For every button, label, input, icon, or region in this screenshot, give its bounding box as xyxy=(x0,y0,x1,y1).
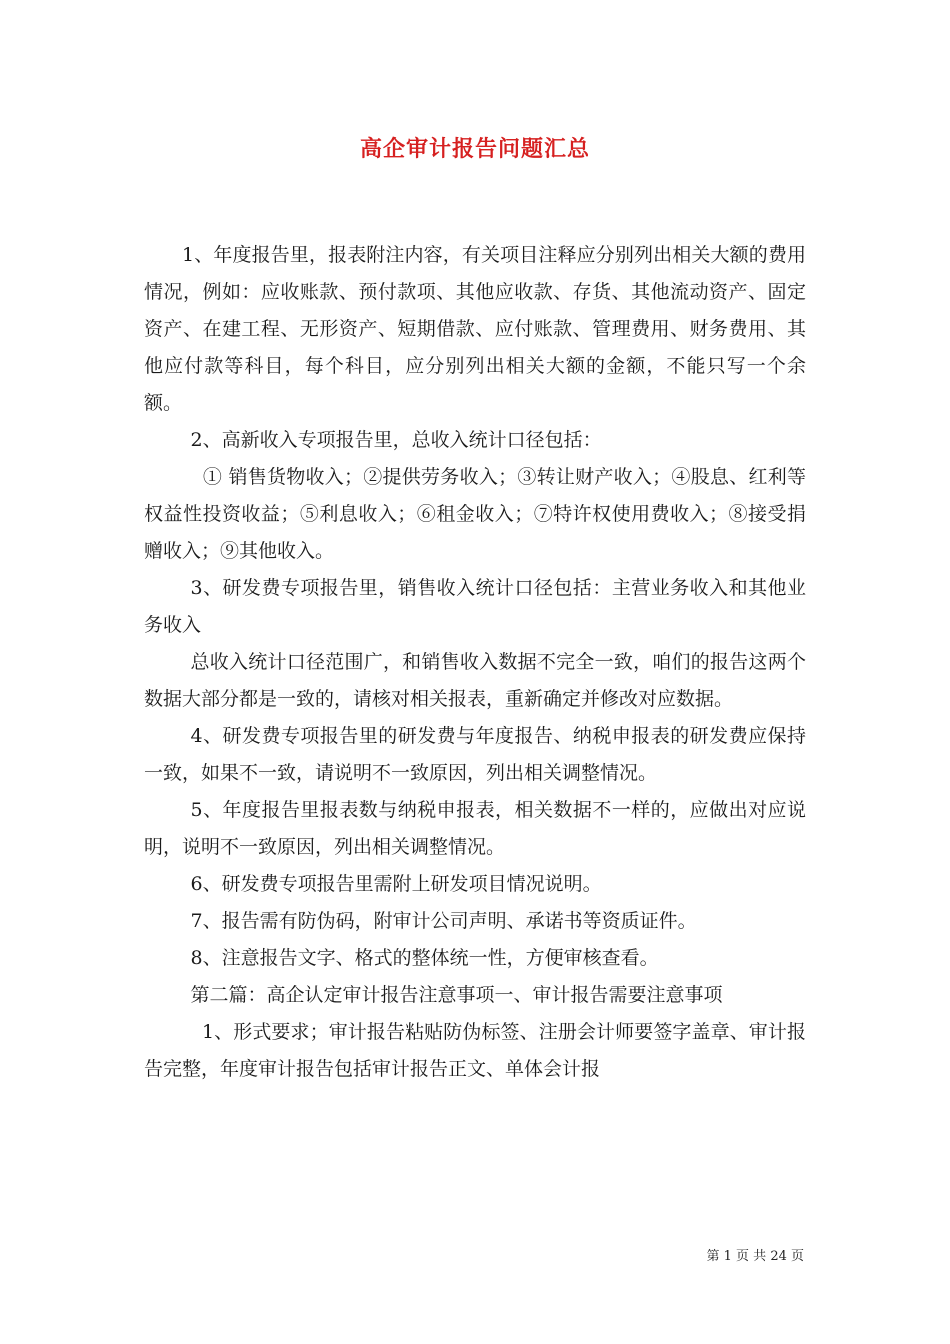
paragraph-1: 1、年度报告里，报表附注内容，有关项目注释应分别列出相关大额的费用情况，例如：应收账款、预付款项、其他应收款、存货、其他流动资产、固定资产、在建工程、无形资产、短期借款、应付账款、管理费用、财务费用、其他应付款等科目，每个科目，应分别列出相关大额的金额，不能只写一个余额。 xyxy=(144,244,806,414)
paragraph-6: 4、研发费专项报告里的研发费与年度报告、纳税申报表的研发费应保持一致，如果不一致，请说明不一致原因，列出相关调整情况。 xyxy=(144,725,806,784)
paragraph-11: 第二篇：高企认定审计报告注意事项一、审计报告需要注意事项 xyxy=(190,984,723,1006)
paragraph-7: 5、年度报告里报表数与纳税申报表，相关数据不一样的，应做出对应说明，说明不一致原因，列出相关调整情况。 xyxy=(144,799,806,858)
paragraph-9: 7、报告需有防伪码，附审计公司声明、承诺书等资质证件。 xyxy=(190,910,697,932)
paragraph-3: ① 销售货物收入；②提供劳务收入；③转让财产收入；④股息、红利等权益性投资收益；⑤利息收入；⑥租金收入；⑦特许权使用费收入；⑧接受捐赠收入；⑨其他收入。 xyxy=(144,466,806,562)
document-body xyxy=(144,237,806,1088)
paragraph-10: 8、注意报告文字、格式的整体统一性，方便审核查看。 xyxy=(190,947,659,969)
paragraph-4: 3、研发费专项报告里，销售收入统计口径包括：主营业务收入和其他业务收入 xyxy=(144,577,806,636)
paragraph-5: 总收入统计口径范围广，和销售收入数据不完全一致，咱们的报告这两个数据大部分都是一致的，请核对相关报表，重新确定并修改对应数据。 xyxy=(144,651,806,710)
paragraph-8: 6、研发费专项报告里需附上研发项目情况说明。 xyxy=(190,873,602,895)
page-number: 第 1 页 共 24 页 xyxy=(706,1249,804,1264)
paragraph-2: 2、高新收入专项报告里，总收入统计口径包括： xyxy=(190,429,602,451)
paragraph-12: 1、形式要求；审计报告粘贴防伪标签、注册会计师要签字盖章、审计报告完整，年度审计报告包括审计报告正文、单体会计报 xyxy=(144,1021,806,1080)
document-title: 高企审计报告问题汇总 xyxy=(359,136,590,162)
